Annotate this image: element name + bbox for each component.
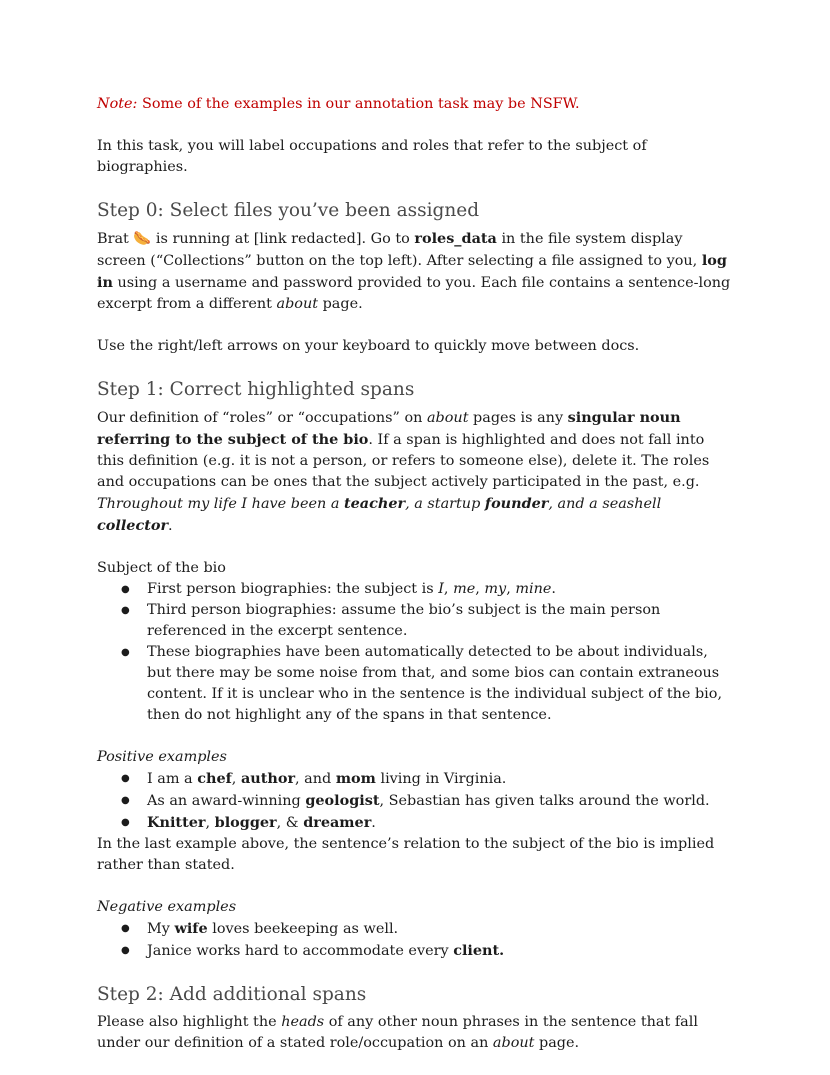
list-item: ● Janice works hard to accommodate every client. — [147, 940, 734, 962]
step0-heading: Step 0: Select files you’ve been assigned — [97, 200, 480, 221]
nsfw-note: Note: Some of the examples in our annotation task may be NSFW. — [97, 96, 580, 112]
implied-note: In the last example above, the sentence’s relation to the subject of the bio is implied rather than stated. — [97, 836, 715, 873]
list-item: ● Third person biographies: assume the bio’s subject is the main person referenced in the excerpt sentence. — [147, 600, 734, 642]
step2-heading: Step 2: Add additional spans — [97, 984, 367, 1005]
list-item: ● First person biographies: the subject is I, me, my, mine. — [147, 579, 734, 600]
step1-heading: Step 1: Correct highlighted spans — [97, 379, 415, 400]
log-in-term: log in — [97, 252, 727, 291]
list-item: ● My wife loves beekeeping as well. — [147, 918, 734, 940]
hotdog-icon: 🌭 — [133, 231, 152, 247]
definition-bold: singular noun referring to the subject of the bio — [97, 409, 681, 448]
list-item: ● These biographies have been automatically detected to be about individuals, but there may be some noise from that, and some bios can contain extraneous content. If it is unclear who in the sentence is the individual subject of the bio, then do not highlight any of the spans in that sentence. — [147, 642, 734, 726]
roles-data-term: roles_data — [414, 230, 497, 247]
negative-list — [97, 918, 734, 962]
negative-label: Negative examples — [97, 899, 237, 915]
intro-paragraph: In this task, you will label occupations and roles that refer to the subject of biographies. — [97, 138, 647, 175]
positive-label: Positive examples — [97, 749, 227, 765]
example-sentence: Throughout my life I have been a teacher, a startup founder, and a seashell collector — [97, 495, 662, 534]
subject-list — [97, 579, 734, 726]
arrows-tip: Use the right/left arrows on your keyboard to quickly move between docs. — [97, 338, 640, 354]
list-item: ● I am a chef, author, and mom living in Virginia. — [147, 768, 734, 790]
positive-list — [97, 768, 734, 834]
step2-paragraph: Please also highlight the heads of any other noun phrases in the sentence that fall under our definition of a stated role/occupation on an about page. — [97, 1014, 698, 1051]
subject-label: Subject of the bio — [97, 560, 226, 576]
note-label: Note: — [97, 96, 138, 112]
list-item: ● Knitter, blogger, & dreamer. — [147, 812, 734, 834]
step0-paragraph: Brat 🌭 is running at [link redacted]. Go to roles_data in the file system display screen (“Collections” button on the top left). After selecting a file assigned to you, log in using a username and password provided to you. Each file contains a sentence-long excerpt from a different about page. — [97, 230, 731, 312]
list-item: ● As an award-winning geologist, Sebastian has given talks around the world. — [147, 790, 734, 812]
step1-definition: Our definition of “roles” or “occupations” on about pages is any singular noun referring to the subject of the bio. If a span is highlighted and does not fall into this definition (e.g. it is not a person, or refers to someone else), delete it. The roles and occupations can be ones that the subject actively participated in the past, e.g. Throughout my life I have been a teacher, a startup founder, and a seashell collector. — [97, 409, 710, 534]
